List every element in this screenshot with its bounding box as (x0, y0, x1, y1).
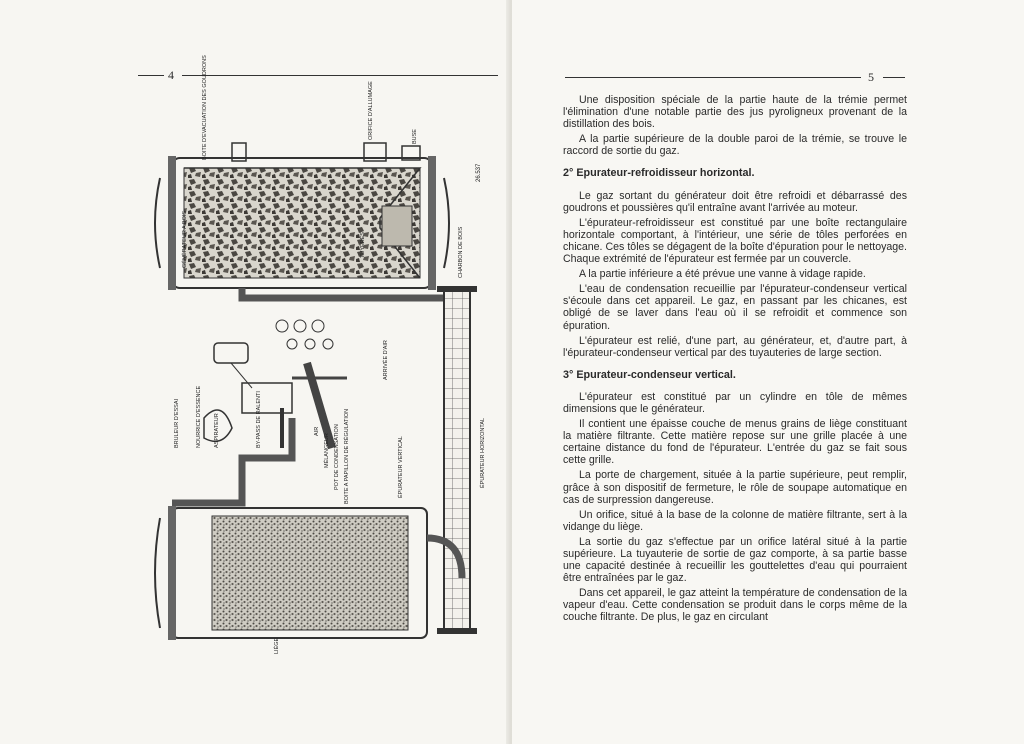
paragraph: L'eau de condensation recueillie par l'épurateur-condenseur vertical s'écoule dans cet appareil. Le gaz, en passant par les chicanes, est obligé de se laver dans l'eau où il se refroidit et commence son épuration. (563, 283, 907, 332)
section-heading-2: 2° Epurateur-refroidisseur horizontal. (563, 167, 755, 180)
paragraph: Un orifice, situé à la base de la colonne de matière filtrante, sert à la vidange du liège. (563, 508, 907, 533)
label-epurateur-vertical: ÉPURATEUR VERTICAL (398, 436, 404, 498)
paragraph: L'épurateur est constitué par un cylindre en tôle de mêmes dimensions que le générateur. (563, 390, 907, 415)
label-boite-goudrons: BOITE D'EVACUATION DES GOUDRONS (202, 55, 208, 160)
right-page-number: 5 (868, 70, 874, 84)
label-bruleur: BRULEUR D'ESSAI (174, 398, 180, 448)
label-nourrice: NOURRICE D'ESSENCE (196, 385, 202, 448)
label-charbon: CHARBON DE BOIS (458, 226, 464, 278)
right-page-header (565, 70, 905, 84)
label-air: AIR (314, 426, 320, 436)
carburetion-assembly (204, 320, 347, 448)
label-aspirateur: ASPIRATEUR (214, 413, 220, 448)
paragraph: Dans cet appareil, le gaz atteint la température de condensation de la vapeur d'eau. Cette condensation se produit dans le corps même de la couche filtrante. De plus, le gaz en circulant (563, 587, 907, 624)
gas-generator-diagram (132, 55, 504, 658)
vertical-purifier (155, 418, 462, 640)
label-serial: 26.537 (476, 163, 482, 182)
paragraph: Le gaz sortant du générateur doit être refroidi et débarrassé des goudrons et poussières qu'il entraîne avant l'arrivée au moteur. (563, 189, 907, 214)
left-page-number: 4 (168, 68, 174, 82)
left-page-header (138, 68, 498, 82)
label-arrivee-air: ARRIVÉE D'AIR (383, 340, 389, 380)
label-tuyeres: TUYÈRES (360, 232, 366, 258)
label-epurateur-horizontal: ÉPURATEUR HORIZONTAL (480, 417, 486, 488)
left-page (0, 0, 510, 744)
label-melangeur: MÉLANGEUR (324, 433, 330, 468)
paragraph: Une disposition spéciale de la partie haute de la trémie permet l'élimination d'une notable partie des jus pyroligneux provenant de la distillation des bois. (563, 94, 907, 131)
label-buse: BUSE (412, 129, 418, 144)
wood-gas-generator (155, 143, 449, 290)
paragraph: Il contient une épaisse couche de menus grains de liège constituant la matière filtrante. Cette matière repose sur une grille placée à une certaine distance du fond de l'épurateur. L'entrée du gaz se fait sous cette grille. (563, 418, 907, 467)
label-liege: LIÈGE (274, 637, 280, 654)
paragraph: La porte de chargement, située à la partie supérieure, peut remplir, grâce à son dispositif de fermeture, le rôle de soupape automatique en cas de surpression dangereuse. (563, 469, 907, 506)
paragraph: A la partie supérieure de la double paroi de la trémie, se trouve le raccord de sortie du gaz. (563, 133, 907, 158)
paragraph: L'épurateur-refroidisseur est constitué par une boîte rectangulaire horizontale comportant, à l'intérieur, une série de tôles perforées en chicane. Ces tôles se dégagent de la boîte d'épuration pour le nettoyage. Chaque extrémité de l'épurateur est fermée par un couvercle. (563, 216, 907, 266)
label-by-pass: BY-PASS DE RALENTI (256, 391, 262, 448)
label-orifice-allumage: ORIFICE D'ALLUMAGE (368, 81, 374, 140)
label-generateur: GÉNÉRATEUR A BOIS (182, 210, 188, 268)
right-page-body (563, 94, 907, 627)
horizontal-purifier (437, 286, 477, 634)
label-boite-papillon: BOITE A PAPILLON DE RÉGULATION (344, 408, 350, 504)
label-pot-condensation: POT DE CONDENSATION (334, 424, 340, 490)
paragraph: La sortie du gaz s'effectue par un orifice latéral situé à la partie supérieure. La tuyauterie de sortie de gaz comporte, à sa partie basse une capacité destinée à recueillir les gouttelettes d'eau qui pourraient être entraînées par le gaz. (563, 535, 907, 585)
paragraph: L'épurateur est relié, d'une part, au générateur, et, d'autre part, à l'épurateur-condenseur vertical par des tuyauteries de large section. (563, 334, 907, 359)
section-heading-3: 3° Epurateur-condenseur vertical. (563, 368, 736, 381)
paragraph: A la partie inférieure a été prévue une vanne à vidage rapide. (579, 268, 866, 281)
